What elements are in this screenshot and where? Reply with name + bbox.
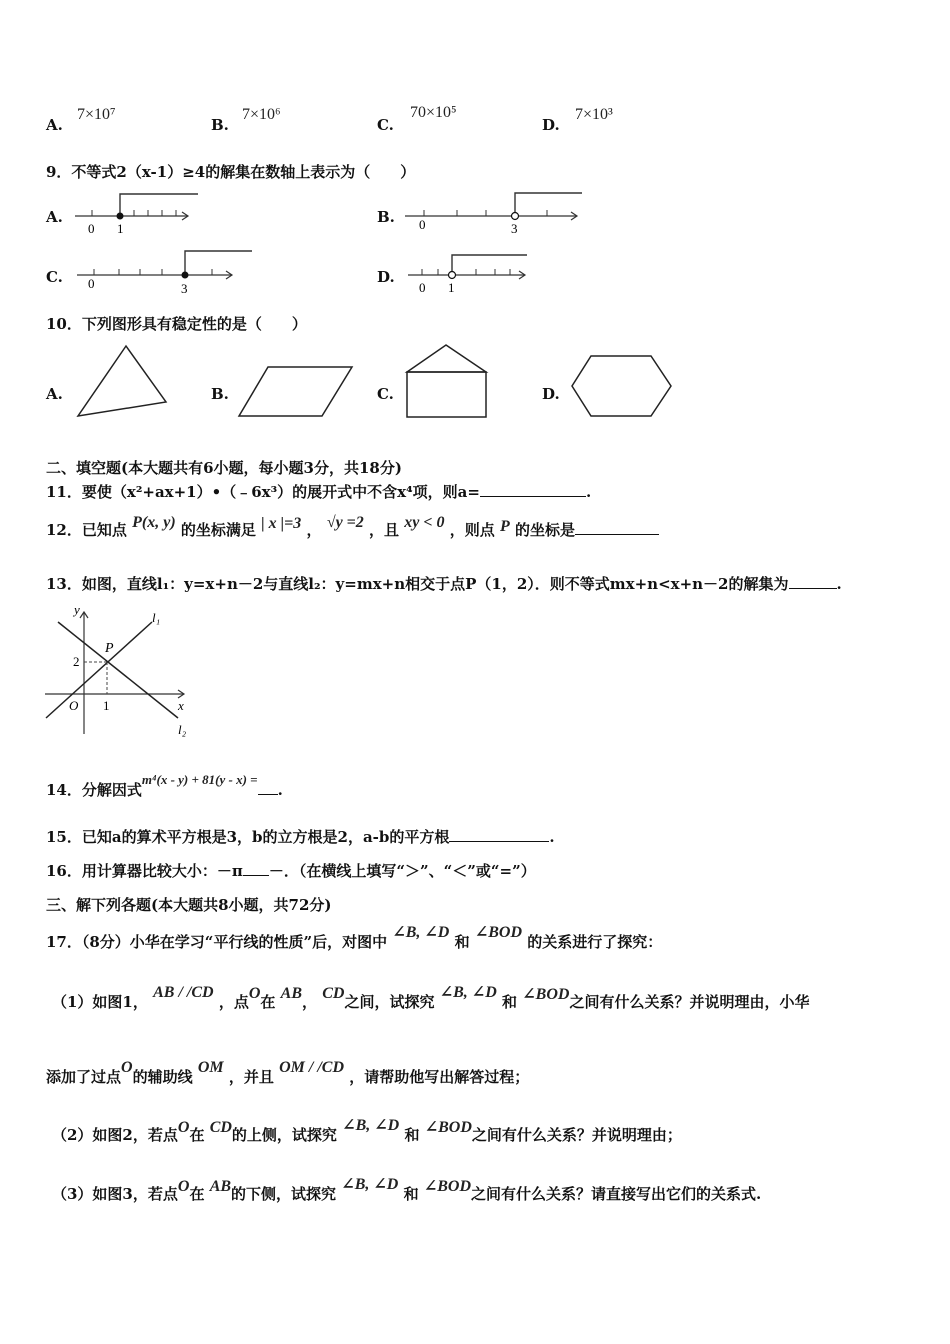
q17-p1-pre: （1）如图1， [52,993,148,1011]
q17-part-1-line2 [46,1059,530,1087]
q10-option-d-letter: D. [542,385,560,403]
q12-cond-abs-x: | x |=3 [261,515,302,532]
q12-mid1: 的坐标满足 [180,521,256,539]
q9-b-tick-3: 3 [511,221,518,236]
q17-p1-between: 之间，试探究 [344,993,435,1011]
q17-post: 的关系进行了探究： [527,933,663,951]
q17-p2-tail: 之间有什么关系？并说明理由； [471,1126,682,1144]
q10-option-a-letter: A. [46,385,63,403]
q10-option-b-letter: B. [211,385,229,403]
q17-p1-ab: AB [280,985,302,1002]
q17-p1-ab-parallel-cd: AB / /CD [153,984,214,1001]
q17-p2-point-o: O [177,1119,190,1136]
q17-p2-angles: ∠B, ∠D [342,1117,400,1134]
q17-p2-angle-bod: ∠BOD [424,1119,472,1136]
q17-p3-angle-bod: ∠BOD [423,1178,471,1195]
q17-angle-bod: ∠BOD [474,924,523,941]
q15-end: . [549,828,555,846]
q17-p3-side: 的下侧，试探究 [231,1185,337,1203]
q15-text: 15．已知a的算术平方根是3，b的立方根是2，a-b的平方根 [46,828,450,846]
section-3-heading: 三、解下列各题(本大题共8小题，共72分) [46,896,332,914]
q9-d-tick-1: 1 [448,280,455,295]
q8-option-d-value: 7×10³ [575,106,613,123]
q13-tick-1: 1 [103,698,110,713]
q17-part-2 [52,1117,682,1145]
q9-a-tick-0: 0 [88,221,95,236]
q14 [46,772,283,800]
q17-p3-at: 在 [189,1185,205,1203]
q9-number-line-b [402,188,582,240]
q12-comma: ， [306,521,322,539]
q8-option-a-value: 7×10⁷ [77,106,116,123]
q9-b-tick-0: 0 [419,217,426,232]
q13-y-label: y [74,602,80,617]
q13-tick-2: 2 [73,654,80,669]
q9-c-tick-3: 3 [181,281,188,296]
q17-p1-point-o: O [248,985,261,1002]
q9-number-line-a [70,188,210,240]
q13-p-label: P [105,641,114,656]
q17-p3-angles: ∠B, ∠D [341,1176,399,1193]
q12-answer-blank[interactable] [575,534,659,535]
q16 [46,860,536,881]
q12-mid3: ，则点 [449,521,495,539]
q17-p1-om-parallel-cd: OM / /CD [279,1059,344,1076]
q9-option-d-letter: D. [377,268,395,286]
q17-p1-angles: ∠B, ∠D [439,984,497,1001]
q11-answer-blank[interactable] [480,496,586,497]
q8-option-d-letter: D. [542,116,560,134]
q11-end: . [585,483,592,501]
q17-part-1 [52,984,810,1012]
q14-end: . [277,781,283,799]
q13-graph-figure [42,600,202,740]
q17-part-3 [52,1176,762,1204]
q17-p2-at: 在 [189,1126,205,1144]
q13-l2-label: l₂ [178,722,187,737]
q17-p2-and: 和 [404,1126,420,1144]
q17-p1-cd: CD [322,985,345,1002]
q17-p2-cd: CD [209,1119,232,1136]
q10-stem: 10．下列图形具有稳定性的是（ ） [46,315,307,333]
q17-p1-andthen: ，并且 [228,1068,274,1086]
q17-p3-pre: （3）如图3，若点 [52,1185,178,1203]
q13-line-l1 [46,622,152,718]
q15-answer-blank[interactable] [449,841,549,842]
q17-p2-side: 的上侧，试探究 [231,1126,337,1144]
q17-p1-angle-bod: ∠BOD [522,986,570,1003]
q12-mid2: ，且 [369,521,400,539]
q12-point-expr: P(x, y) [132,514,176,531]
q17-p1-and: 和 [502,993,518,1011]
q9-stem: 9．不等式2（x-1）≥4的解集在数轴上表示为（ ） [46,163,416,181]
q17-p1-point-o2: O [121,1059,133,1076]
q10-triangle-figure [74,342,170,420]
q9-option-b-letter: B. [377,208,395,226]
q16-answer-blank[interactable] [243,875,269,876]
q14-answer-blank[interactable] [258,794,278,795]
q14-expression: m⁴(x - y) + 81(y - x) = [141,772,258,787]
q17-p3-tail: 之间有什么关系？请直接写出它们的关系式. [471,1185,762,1203]
q17-p1-tail2: ，请帮助他写出解答过程； [349,1068,530,1086]
q12 [46,514,659,540]
q9-c-tick-0: 0 [88,276,95,291]
q10-option-c-letter: C. [377,385,394,403]
q14-pre: 14．分解因式 [46,781,142,799]
section-2-heading: 二、填空题(本大题共有6小题，每小题3分，共18分) [46,459,402,477]
q10-hexagon-figure [569,353,675,419]
q16-text: 16．用计算器比较大小：－π [46,862,243,880]
q9-d-tick-0: 0 [419,280,426,295]
q8-option-b-letter: B. [211,116,229,134]
q17-p3-ab: AB [209,1178,232,1195]
q17-p3-point-o: O [177,1178,190,1195]
q13-origin-label: O [69,698,79,713]
q17-angles: ∠B, ∠D [392,924,450,941]
q17-p1-comma: ， [301,993,317,1011]
q10-house-figure [404,342,490,422]
q9-number-line-d [405,250,535,302]
q13-end: . [836,575,842,593]
q12-cond-sqrt-y: √y =2 [326,514,364,531]
q8-option-c-value: 70×10⁵ [410,104,457,121]
q11-stem: 11．要使（x²+ax+1）•（﹣6x³）的展开式中不含x⁴项，则a= [46,483,480,501]
q17-p2-pre: （2）如图2，若点 [52,1126,178,1144]
q13 [46,573,842,594]
q17-p1-tail: 之间有什么关系？并说明理由，小华 [569,993,810,1011]
q17-pre: 17．（8分）小华在学习“平行线的性质”后，对图中 [46,933,388,951]
q13-l1-label: l₁ [152,610,161,625]
q9-option-c-letter: C. [46,268,63,286]
q16-mid: －．（在横线上填写“＞”、“＜”或“=”） [268,862,536,880]
q17-stem [46,924,663,952]
q11 [46,481,591,502]
q8-option-a-letter: A. [46,116,63,134]
q17-p1-at: 在 [260,993,276,1011]
q10-parallelogram-figure [236,364,356,420]
q17-p1-aux: 的辅助线 [132,1068,193,1086]
q8-option-c-letter: C. [377,116,394,134]
q17-p1-l2pre: 添加了过点 [46,1068,122,1086]
q13-answer-blank[interactable] [789,588,837,589]
q12-point-p: P [499,518,510,535]
q13-stem: 13．如图，直线l₁：y=x+n－2与直线l₂：y=mx+n相交于点P（1，2）．则不等式mx+n<x+n－2的解集为 [46,575,789,593]
q9-number-line-c [72,247,257,299]
q8-option-b-value: 7×10⁶ [242,106,281,123]
q17-and: 和 [454,933,470,951]
q9-a-tick-1: 1 [117,221,124,236]
q9-option-a-letter: A. [46,208,63,226]
q17-p1-om: OM [197,1059,224,1076]
q15 [46,826,555,847]
q17-p3-and: 和 [403,1185,419,1203]
q12-pre: 12．已知点 [46,521,127,539]
q12-end: 的坐标是 [514,521,575,539]
q12-cond-xy: xy < 0 [404,514,445,531]
q13-x-label: x [178,698,184,713]
q17-p1-c1: ，点 [218,993,249,1011]
